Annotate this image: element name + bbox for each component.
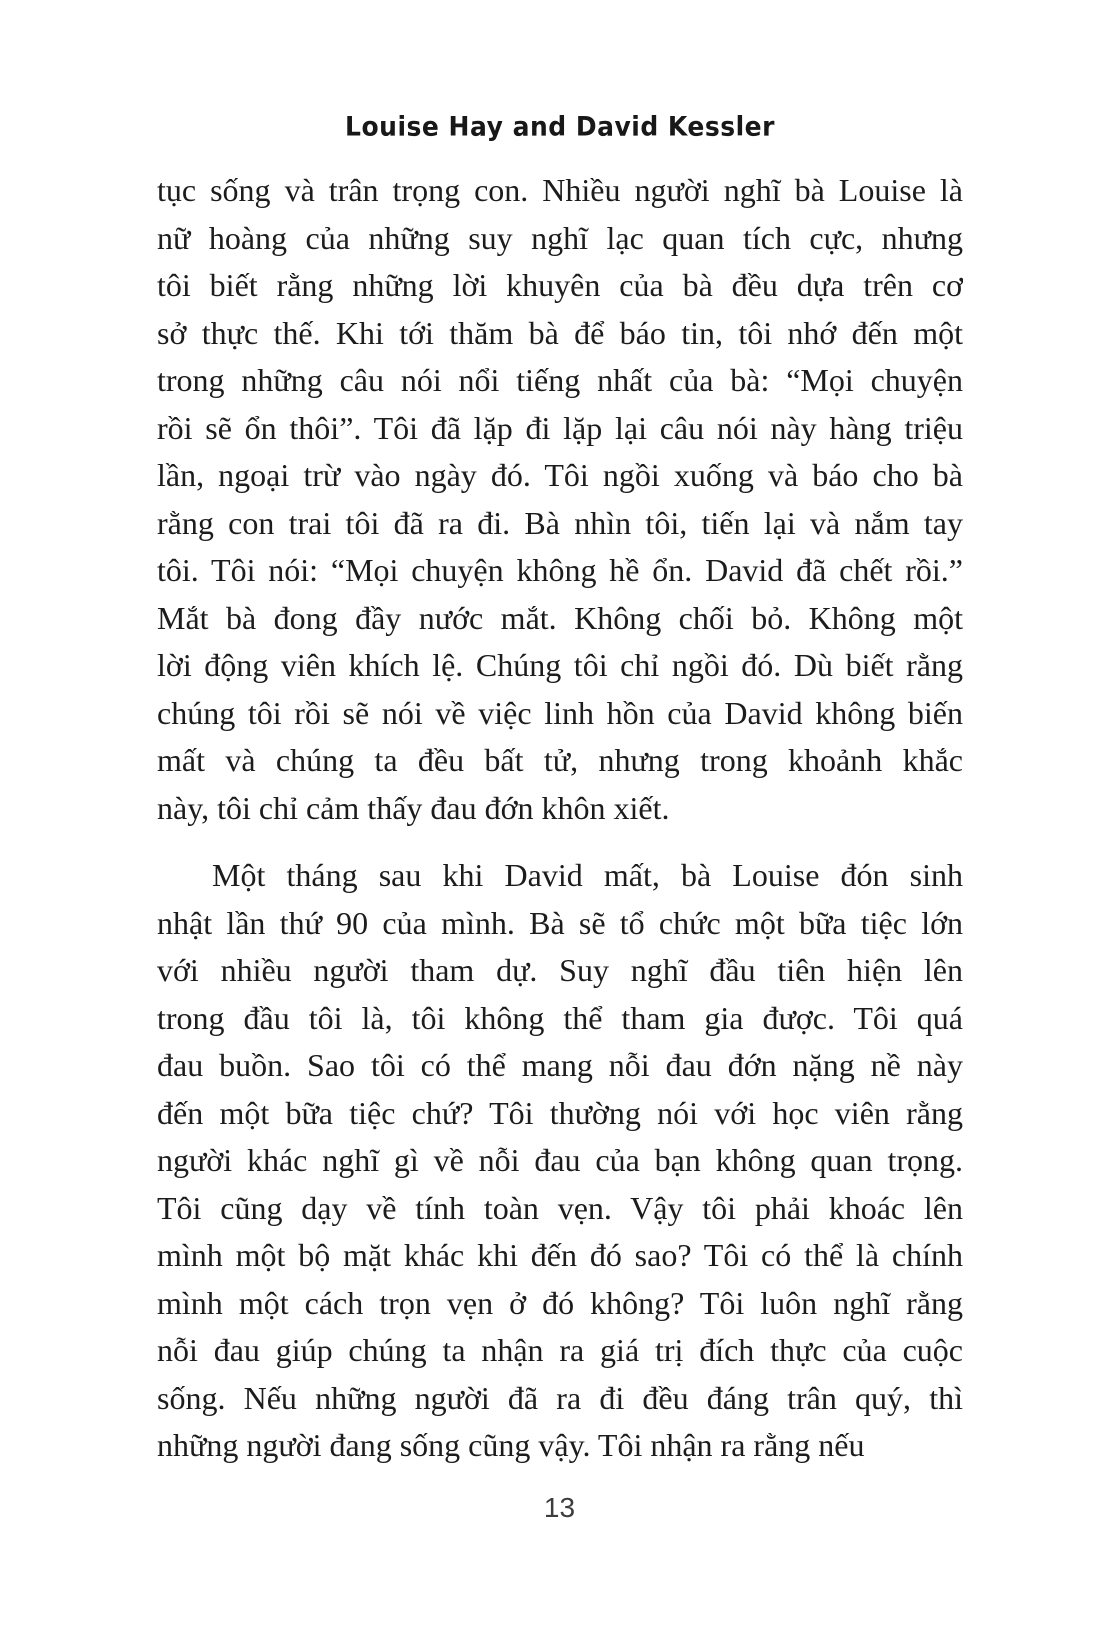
text-line: lời động viên khích lệ. Chúng tôi chỉ ngồi đó. Dù biết rằng [157, 647, 963, 683]
text-line: những người đang sống cũng vậy. Tôi nhận ra rằng nếu [157, 1427, 865, 1463]
text-line: chúng tôi rồi sẽ nói về việc linh hồn của David không biến [157, 694, 963, 731]
text-line: mình một cách trọn vẹn ở đó không? Tôi luôn nghĩ rằng [157, 1284, 963, 1321]
text-line: người khác nghĩ gì về nỗi đau của bạn không quan trọng. [157, 1142, 963, 1178]
text-line: với nhiều người tham dự. Suy nghĩ đầu tiên hiện lên [157, 952, 963, 988]
text-line: rồi sẽ ổn thôi”. Tôi đã lặp đi lặp lại câu nói này hàng triệu [157, 409, 963, 446]
text-line: mình một bộ mặt khác khi đến đó sao? Tôi có thể là chính [157, 1237, 963, 1273]
paragraph [157, 852, 963, 1470]
text-line: Mắt bà đong đầy nước mắt. Không chối bỏ. Không một [157, 599, 963, 636]
text-line: rằng con trai tôi đã ra đi. Bà nhìn tôi, tiến lại và nắm tay [157, 504, 963, 541]
page-number: 13 [543, 1492, 576, 1523]
text-line: tôi biết rằng những lời khuyên của bà đều dựa trên cơ [157, 267, 963, 303]
text-line: này, tôi chỉ cảm thấy đau đớn khôn xiết. [157, 789, 670, 826]
text-line: trong đầu tôi là, tôi không thể tham gia được. Tôi quá [157, 999, 963, 1036]
text-line: đau buồn. Sao tôi có thể mang nỗi đau đớn nặng nề này [157, 1047, 963, 1083]
text-line: trong những câu nói nổi tiếng nhất của bà: “Mọi chuyện [157, 362, 963, 398]
text-line: Tôi cũng dạy về tính toàn vẹn. Vậy tôi phải khoác lên [157, 1189, 963, 1226]
text-line: tôi. Tôi nói: “Mọi chuyện không hề ổn. David đã chết rồi.” [157, 552, 963, 588]
text-line: đến một bữa tiệc chứ? Tôi thường nói với học viên rằng [157, 1094, 963, 1131]
text-line: tục sống và trân trọng con. Nhiều người nghĩ bà Louise là [157, 172, 963, 208]
body-text [157, 167, 963, 1470]
paragraph [157, 167, 963, 832]
text-line: nhật lần thứ 90 của mình. Bà sẽ tổ chức một bữa tiệc lớn [157, 904, 963, 941]
text-line: nỗi đau giúp chúng ta nhận ra giá trị đích thực của cuộc [157, 1332, 963, 1368]
text-line: sống. Nếu những người đã ra đi đều đáng trân quý, thì [157, 1379, 963, 1416]
text-line: nữ hoàng của những suy nghĩ lạc quan tích cực, nhưng [157, 219, 963, 256]
text-line: Một tháng sau khi David mất, bà Louise đón sinh [212, 857, 963, 893]
text-line: sở thực thế. Khi tới thăm bà để báo tin, tôi nhớ đến một [157, 314, 963, 351]
text-line: mất và chúng ta đều bất tử, nhưng trong khoảnh khắc [157, 742, 963, 778]
text-line: lần, ngoại trừ vào ngày đó. Tôi ngồi xuống và báo cho bà [157, 457, 963, 493]
running-head-title: Louise Hay and David Kessler [345, 111, 775, 142]
